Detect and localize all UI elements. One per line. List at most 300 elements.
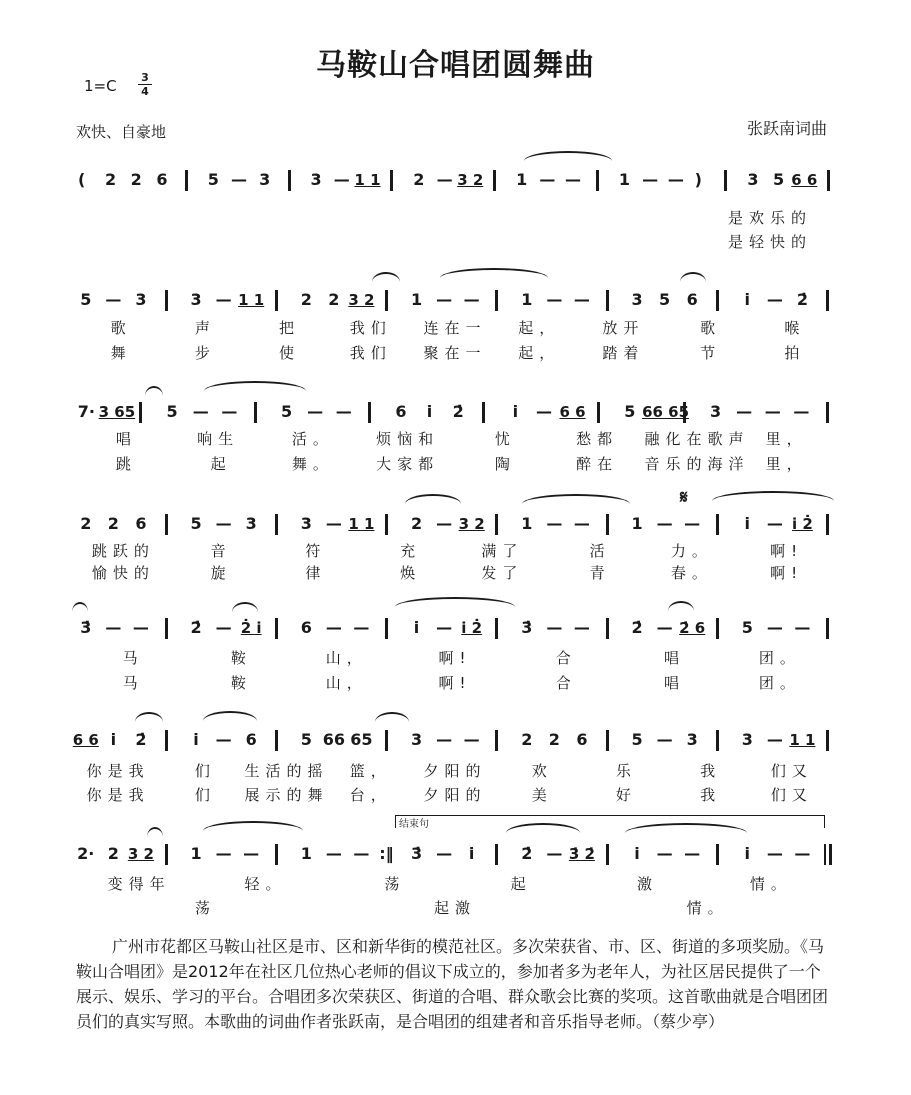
lyric-word: 舞 xyxy=(110,344,126,362)
lyric-word: 是欢乐的 xyxy=(727,209,812,227)
note: 6 xyxy=(300,618,312,637)
note: 2 xyxy=(328,290,340,309)
note: 2 xyxy=(413,170,425,189)
dash-extension: — xyxy=(546,618,563,637)
dash-extension: — xyxy=(325,514,342,533)
dash-extension: — xyxy=(736,402,753,421)
barline xyxy=(275,514,278,535)
lyric-word: 放开 xyxy=(602,319,645,337)
lyric-line xyxy=(0,453,911,475)
note: 1 xyxy=(521,514,533,533)
note: 2 xyxy=(104,170,117,189)
author-credit: 张跃南词曲 xyxy=(746,119,827,138)
lyric-word: 我们 xyxy=(349,319,392,337)
lyric-word: 起 xyxy=(210,455,226,473)
note: 2 xyxy=(107,514,119,533)
lyric-word: 满了 xyxy=(481,542,524,560)
dash-extension: — xyxy=(463,730,480,749)
lyric-word: 起， xyxy=(518,319,561,337)
lyric-word: 歌 xyxy=(110,319,126,337)
note: i xyxy=(110,730,117,749)
barline xyxy=(716,514,719,535)
note: 2̇ xyxy=(452,402,464,421)
score-line xyxy=(0,397,911,427)
meter-numerator: 3 xyxy=(141,71,149,84)
note: 3 65 xyxy=(98,403,136,421)
note: 3 2 xyxy=(348,291,375,309)
dash-extension: — xyxy=(105,618,122,637)
barline xyxy=(275,290,278,311)
lyric-word: 律 xyxy=(305,564,321,582)
dash-extension: — xyxy=(105,290,122,309)
note: 3 xyxy=(747,170,759,189)
lyric-word: 你是我 xyxy=(86,786,150,804)
lyric-word: 里， xyxy=(765,430,808,448)
lyric-word: 乐 xyxy=(615,762,631,780)
lyric-word: 活 xyxy=(589,542,605,560)
note: 3 xyxy=(310,170,322,189)
lyric-line xyxy=(0,873,911,895)
lyric-word: 荡 xyxy=(194,899,210,917)
note: 1 xyxy=(190,844,202,863)
note: 6 xyxy=(156,170,168,189)
note: 65 xyxy=(350,730,373,749)
description-text: 广州市花都区马鞍山社区是市、区和新华街的模范社区。多次荣获省、市、区、街道的多项奖励。《马鞍山合唱团》是2012年在社区几位热心老师的倡议下成立的，参加者多为老年人，为社区居民提供了一个展示、娱乐、学习的平台。合唱团多次荣获区、街道的合唱、群众歌会比赛的奖项。这首歌曲就是合唱团团员们的真实写照。本歌曲的词曲作者张跃南，是合唱团的组建者和音乐指导老师。（蔡少亭） xyxy=(76,937,829,1031)
barline xyxy=(495,730,498,751)
dash-extension: — xyxy=(192,402,209,421)
note: 1 1 xyxy=(789,731,816,749)
slur xyxy=(203,821,303,831)
lyric-word: 鞍 xyxy=(230,674,246,692)
note: 3 2 xyxy=(127,845,154,863)
lyric-word: 马 xyxy=(122,649,138,667)
note: 5 xyxy=(624,402,636,421)
barline xyxy=(139,402,142,423)
lyric-word: 山， xyxy=(325,649,368,667)
repeat-sign: :‖ xyxy=(379,844,394,863)
lyric-word: 愉快的 xyxy=(91,564,155,582)
note: i xyxy=(744,514,751,533)
note: i xyxy=(744,290,751,309)
barline xyxy=(390,170,393,191)
barline xyxy=(165,730,168,751)
lyric-word: 变得年 xyxy=(107,875,171,893)
lyric-word: 我 xyxy=(700,762,716,780)
note: i xyxy=(634,844,640,863)
dash-extension: — xyxy=(215,844,232,863)
lyric-word: 唱 xyxy=(115,430,131,448)
barline xyxy=(493,170,496,191)
barline xyxy=(826,402,829,423)
barline xyxy=(683,402,686,423)
note: 6 6 xyxy=(72,731,99,749)
dash-extension: — xyxy=(436,730,453,749)
score-line xyxy=(0,509,911,539)
note: 6 xyxy=(686,290,698,309)
lyric-word: 喉 xyxy=(784,319,800,337)
lyric-line xyxy=(0,428,911,450)
lyric-word: 充 xyxy=(400,542,416,560)
barline xyxy=(275,730,278,751)
note: i xyxy=(468,844,475,863)
lyric-word: 们 xyxy=(194,786,210,804)
lyric-word: 声 xyxy=(194,319,210,337)
note: 1 xyxy=(516,170,528,189)
barline xyxy=(288,170,291,191)
lyric-word: 融化在歌声 xyxy=(644,430,750,448)
lyric-line xyxy=(0,760,911,782)
dash-extension: — xyxy=(764,402,781,421)
note: 2· xyxy=(77,844,95,863)
lyric-word: 啊! xyxy=(438,649,472,667)
final-barline xyxy=(824,844,832,865)
note: 3̇ xyxy=(80,618,92,637)
barline xyxy=(254,402,257,423)
lyric-word: 春。 xyxy=(670,564,713,582)
slur xyxy=(712,491,834,501)
lyric-word: 夕阳的 xyxy=(423,762,487,780)
lyric-word: 焕 xyxy=(400,564,416,582)
slur xyxy=(405,494,461,504)
parenthesis: ( xyxy=(78,170,86,189)
lyric-word: 跳跃的 xyxy=(91,542,155,560)
lyric-word: 啊! xyxy=(438,674,472,692)
lyric-word: 烦恼和 xyxy=(376,430,440,448)
dash-extension: — xyxy=(656,730,673,749)
lyric-word: 合 xyxy=(555,674,571,692)
lyric-word: 音 xyxy=(210,542,226,560)
note: 2 xyxy=(410,514,423,533)
lyric-word: 响生 xyxy=(197,430,240,448)
dash-extension: — xyxy=(333,170,350,189)
barline xyxy=(275,844,278,865)
slur xyxy=(668,601,694,611)
barline xyxy=(495,290,498,311)
dash-extension: — xyxy=(573,514,590,533)
lyric-word: 把 xyxy=(279,319,295,337)
note: i xyxy=(193,730,199,749)
note: 66 65 xyxy=(642,403,690,421)
note: 2̇ xyxy=(135,730,147,749)
barline xyxy=(275,618,278,639)
dash-extension: — xyxy=(642,170,659,189)
dash-extension: — xyxy=(573,290,590,309)
dash-extension: — xyxy=(221,402,238,421)
note: 3 xyxy=(300,514,312,533)
dash-extension: — xyxy=(243,844,260,863)
barline xyxy=(495,618,498,639)
lyric-word: 大家都 xyxy=(376,455,440,473)
dash-extension: — xyxy=(667,170,684,189)
note: 5 xyxy=(773,170,785,189)
note: 7· xyxy=(77,402,95,421)
barline xyxy=(165,844,168,865)
barline xyxy=(385,514,388,535)
dash-extension: — xyxy=(573,618,590,637)
note: 3 xyxy=(686,730,698,749)
note: 3 xyxy=(631,290,643,309)
score-line xyxy=(0,613,911,643)
note: 6 xyxy=(395,402,407,421)
barline xyxy=(385,290,388,311)
lyric-word: 团。 xyxy=(758,674,801,692)
lyric-word: 轻。 xyxy=(244,875,287,893)
key-signature: 1=C xyxy=(84,77,117,95)
ending-bracket xyxy=(395,815,825,828)
note: 6 xyxy=(576,730,588,749)
dash-extension: — xyxy=(565,170,582,189)
note: 6 xyxy=(135,514,147,533)
lyric-word: 荡 xyxy=(384,875,400,893)
slur xyxy=(522,494,630,504)
barline xyxy=(716,618,719,639)
barline xyxy=(185,170,188,191)
lyric-word: 们又 xyxy=(770,762,813,780)
lyric-word: 夕阳的 xyxy=(423,786,487,804)
note: 2̇ xyxy=(521,844,533,863)
barline xyxy=(597,402,600,423)
dash-extension: — xyxy=(335,402,352,421)
dash-extension: — xyxy=(766,730,783,749)
slur xyxy=(203,711,257,721)
note: 2̇ xyxy=(796,290,808,309)
barline xyxy=(385,730,388,751)
note: i 2̇ xyxy=(792,515,813,533)
dash-extension: — xyxy=(794,618,811,637)
lyric-line xyxy=(0,342,911,364)
note: 6 6 xyxy=(559,403,586,421)
note: 5 xyxy=(300,730,312,749)
lyric-word: 团。 xyxy=(758,649,801,667)
note: 2̇ i xyxy=(240,619,262,637)
dash-extension: — xyxy=(132,618,149,637)
slur xyxy=(372,272,400,282)
lyric-line xyxy=(0,317,911,339)
dash-extension: — xyxy=(215,618,232,637)
dash-extension: — xyxy=(656,844,673,863)
dash-extension: — xyxy=(353,844,370,863)
note: 3 xyxy=(190,290,202,309)
lyric-line xyxy=(0,897,911,919)
lyric-word: 们 xyxy=(194,762,210,780)
lyric-word: 情。 xyxy=(749,875,792,893)
score-line xyxy=(0,725,911,755)
lyric-word: 连在一 xyxy=(423,319,487,337)
barline xyxy=(606,290,609,311)
lyric-word: 唱 xyxy=(664,649,680,667)
note: 5 xyxy=(190,514,202,533)
barline xyxy=(165,514,168,535)
lyric-word: 旋 xyxy=(210,564,226,582)
dash-extension: — xyxy=(215,514,232,533)
lyric-word: 活。 xyxy=(291,430,334,448)
dash-extension: — xyxy=(231,170,247,189)
barline xyxy=(716,730,719,751)
note: 1 1 xyxy=(238,291,265,309)
note: 2̇ xyxy=(190,618,202,637)
dash-extension: — xyxy=(353,618,370,637)
note: i xyxy=(744,844,751,863)
slur xyxy=(232,602,258,612)
dash-extension: — xyxy=(436,844,453,863)
dash-extension: — xyxy=(794,844,811,863)
note: i xyxy=(426,402,433,421)
note: 3 xyxy=(710,402,722,421)
note: 5 xyxy=(80,290,92,309)
note: i xyxy=(512,402,519,421)
note: 5 xyxy=(631,730,643,749)
barline xyxy=(482,402,485,423)
lyric-word: 情。 xyxy=(686,899,729,917)
dash-extension: — xyxy=(436,290,453,309)
slur xyxy=(375,712,409,722)
slur xyxy=(204,381,306,391)
slur xyxy=(680,272,706,282)
barline xyxy=(606,618,609,639)
dash-extension: — xyxy=(325,844,342,863)
lyric-word: 拍 xyxy=(784,344,800,362)
dash-extension: — xyxy=(307,402,324,421)
song-description xyxy=(76,934,836,1034)
barline xyxy=(827,170,830,191)
note: 2 xyxy=(107,844,119,863)
lyric-word: 台， xyxy=(349,786,392,804)
note: 5 xyxy=(280,402,293,421)
note: 5 xyxy=(741,618,753,637)
note: 1 xyxy=(631,514,643,533)
barline xyxy=(826,730,829,751)
dash-extension: — xyxy=(546,290,563,309)
dash-extension: — xyxy=(793,402,810,421)
note: i xyxy=(413,618,420,637)
note: 66 xyxy=(322,730,345,749)
note: 5 xyxy=(207,170,219,189)
lyric-line xyxy=(0,647,911,669)
lyric-word: 歌 xyxy=(700,319,716,337)
page-title: 马鞍山合唱团圆舞曲 xyxy=(316,48,595,83)
note: 3 2 xyxy=(458,515,485,533)
lyric-word: 青 xyxy=(589,564,605,582)
lyric-word: 使 xyxy=(279,344,295,362)
barline xyxy=(165,618,168,639)
tempo-mood: 欢快、自豪地 xyxy=(76,123,167,141)
dash-extension: — xyxy=(436,514,453,533)
note: 3 xyxy=(741,730,753,749)
note: 3̇ xyxy=(410,844,423,863)
dash-extension: — xyxy=(656,618,673,637)
barline xyxy=(368,402,371,423)
lyric-word: 节 xyxy=(700,344,716,362)
barline xyxy=(716,844,719,865)
note: 3 xyxy=(135,290,147,309)
note: 1 xyxy=(521,290,533,309)
slur xyxy=(524,151,612,161)
dash-extension: — xyxy=(766,844,783,863)
note: 3 xyxy=(259,170,271,189)
note: 1 xyxy=(300,844,312,863)
note: 3 xyxy=(245,514,257,533)
lyric-word: 美 xyxy=(531,786,547,804)
dash-extension: — xyxy=(436,618,453,637)
lyric-word: 我 xyxy=(700,786,716,804)
lyric-word: 步 xyxy=(194,344,210,362)
barline xyxy=(724,170,727,191)
lyric-word: 聚在一 xyxy=(423,344,487,362)
dash-extension: — xyxy=(463,290,480,309)
time-signature xyxy=(138,72,152,97)
lyric-word: 符 xyxy=(305,542,321,560)
slur xyxy=(72,602,88,612)
barline xyxy=(826,514,829,535)
lyric-word: 起， xyxy=(518,344,561,362)
dash-extension: — xyxy=(546,844,563,863)
barline xyxy=(606,514,609,535)
note: 1 xyxy=(618,170,630,189)
note: 2 xyxy=(521,730,533,749)
dash-extension: — xyxy=(766,290,783,309)
lyric-word: 里， xyxy=(765,455,808,473)
lyric-word: 山， xyxy=(325,674,368,692)
lyric-word: 起 xyxy=(510,875,526,893)
barline xyxy=(716,290,719,311)
lyric-line xyxy=(0,207,911,229)
lyric-word: 愁都 xyxy=(576,430,619,448)
dash-extension: — xyxy=(325,618,342,637)
lyric-word: 舞。 xyxy=(291,455,334,473)
lyric-word: 音乐的海洋 xyxy=(644,455,750,473)
barline xyxy=(606,844,609,865)
score-line xyxy=(0,285,911,315)
lyric-word: 是轻快的 xyxy=(727,233,812,251)
note: 5 xyxy=(166,402,178,421)
dash-extension: — xyxy=(539,170,556,189)
dash-extension: — xyxy=(766,514,783,533)
lyric-word: 们又 xyxy=(770,786,813,804)
note: 3̇ 2̇ xyxy=(568,845,595,863)
note: 2 xyxy=(130,170,142,189)
barline xyxy=(495,844,498,865)
dash-extension: — xyxy=(546,514,563,533)
lyric-word: 我们 xyxy=(349,344,392,362)
lyric-word: 跳 xyxy=(115,455,131,473)
lyric-word: 激 xyxy=(636,875,652,893)
note: 2 xyxy=(300,290,312,309)
dash-extension: — xyxy=(766,618,783,637)
slur xyxy=(135,712,163,722)
lyric-word: 好 xyxy=(615,786,631,804)
meter-denominator: 4 xyxy=(141,85,149,98)
dash-extension: — xyxy=(656,514,673,533)
note: 2̇ xyxy=(631,618,643,637)
slur xyxy=(395,597,515,607)
lyric-word: 唱 xyxy=(664,674,680,692)
lyric-word: 生活的摇 xyxy=(244,762,329,780)
note: i 2̇ xyxy=(461,619,483,637)
lyric-word: 发了 xyxy=(481,564,524,582)
slur xyxy=(147,827,163,837)
note: 2̇ 6 xyxy=(679,619,706,637)
note: 5 xyxy=(659,290,671,309)
barline xyxy=(385,618,388,639)
barline xyxy=(596,170,599,191)
lyric-line xyxy=(0,231,911,253)
dash-extension: — xyxy=(215,290,232,309)
dash-extension: — xyxy=(215,730,232,749)
note: 3 2 xyxy=(457,171,484,189)
lyric-word: 马 xyxy=(122,674,138,692)
lyric-word: 欢 xyxy=(531,762,547,780)
parenthesis: ) xyxy=(694,170,702,189)
